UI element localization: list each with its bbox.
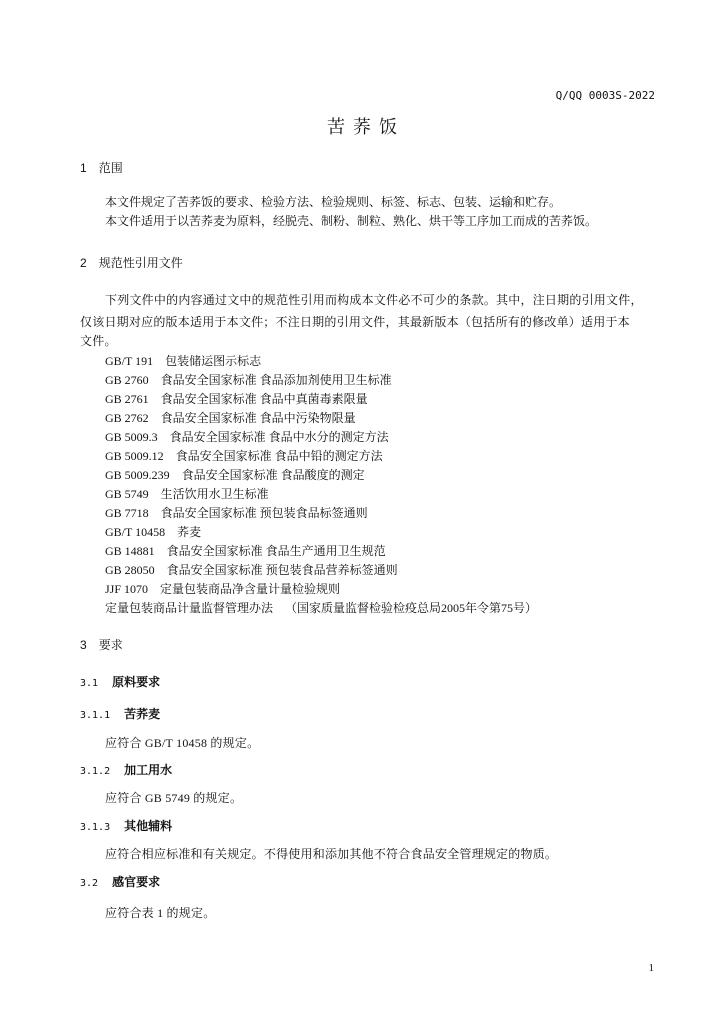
subsection-heading — [80, 762, 172, 780]
reference-code: GB 2761 — [105, 392, 149, 406]
reference-item — [105, 371, 537, 390]
section-heading-requirements — [80, 637, 123, 653]
reference-name: 荞麦 — [177, 525, 202, 539]
reference-name: 食品安全国家标准 食品中真菌毒素限量 — [160, 392, 368, 406]
subsection-number: 3.2 — [80, 878, 99, 889]
subsection-heading — [80, 818, 172, 836]
reference-name: 定量包装商品净含量计量检验规则 — [160, 582, 341, 596]
reference-list — [105, 352, 537, 618]
scope-paragraph: 本文件规定了苦荞饭的要求、检验方法、检验规则、标签、标志、包装、运输和贮存。 — [105, 195, 562, 209]
reference-name: 食品安全国家标准 食品生产通用卫生规范 — [166, 544, 386, 558]
subsection-title: 原料要求 — [112, 675, 161, 689]
reference-item — [105, 580, 537, 599]
reference-code: GB/T 191 — [105, 354, 154, 368]
requirement-text: 应符合表 1 的规定。 — [105, 906, 216, 920]
section-title: 范围 — [98, 161, 123, 175]
reference-name: 食品安全国家标准 食品添加剂使用卫生标准 — [160, 373, 392, 387]
reference-code: GB 5009.3 — [105, 430, 158, 444]
reference-item — [105, 561, 537, 580]
requirement-text: 应符合 GB/T 10458 的规定。 — [105, 736, 260, 750]
subsection-heading — [80, 706, 160, 724]
reference-item — [105, 523, 537, 542]
reference-code: GB 5009.239 — [105, 468, 170, 482]
section-number: 1 — [80, 161, 87, 175]
reference-name: 食品安全国家标准 预包装食品营养标签通则 — [166, 563, 398, 577]
reference-code: GB 2762 — [105, 411, 149, 425]
reference-item — [105, 352, 537, 371]
requirement-text: 应符合 GB 5749 的规定。 — [105, 791, 243, 805]
reference-name: 食品安全国家标准 食品中污染物限量 — [160, 411, 356, 425]
section-title: 要求 — [98, 638, 123, 652]
reference-name: 食品安全国家标准 食品酸度的测定 — [181, 468, 365, 482]
reference-code: GB 2760 — [105, 373, 149, 387]
reference-item — [105, 466, 537, 485]
subsection-number: 3.1.3 — [80, 822, 111, 833]
reference-code: GB 5749 — [105, 487, 149, 501]
regulation-note: （国家质量监督检验检疫总局2005年令第75号） — [285, 601, 538, 615]
page-number: 1 — [648, 962, 654, 974]
references-intro-line: 下列文件中的内容通过文中的规范性引用而构成本文件必不可少的条款。其中，注日期的引用文件， — [105, 293, 643, 307]
reference-name: 食品安全国家标准 预包装食品标签通则 — [160, 506, 368, 520]
reference-code: GB 28050 — [105, 563, 155, 577]
reference-item — [105, 504, 537, 523]
section-number: 2 — [80, 256, 87, 270]
document-code: Q/QQ 0003S-2022 — [555, 89, 655, 102]
subsection-title: 苦荞麦 — [124, 707, 161, 721]
scope-paragraphs — [105, 193, 597, 231]
section-heading-normative-references — [80, 255, 183, 271]
reference-item — [105, 447, 537, 466]
document-title: 苦荞饭 — [327, 117, 405, 137]
reference-name: 食品安全国家标准 食品中铅的测定方法 — [175, 449, 383, 463]
reference-item-regulation — [105, 599, 537, 618]
reference-item — [105, 428, 537, 447]
reference-code: GB 14881 — [105, 544, 155, 558]
reference-code: GB/T 10458 — [105, 525, 166, 539]
subsection-title: 其他辅料 — [124, 819, 173, 833]
subsection-number: 3.1 — [80, 678, 99, 689]
section-number: 3 — [80, 638, 87, 652]
subsection-heading — [80, 674, 160, 692]
reference-name: 生活饮用水卫生标准 — [160, 487, 269, 501]
references-intro-line: 文件。 — [80, 334, 117, 348]
reference-code: GB 7718 — [105, 506, 149, 520]
references-intro-line: 仅该日期对应的版本适用于本文件；不注日期的引用文件，其最新版本（包括所有的修改单）适用于本 — [80, 315, 630, 329]
section-heading-scope — [80, 160, 123, 176]
reference-item — [105, 409, 537, 428]
regulation-name: 定量包装商品计量监督管理办法 — [105, 601, 274, 615]
reference-item — [105, 485, 537, 504]
reference-code: GB 5009.12 — [105, 449, 164, 463]
requirement-text: 应符合相应标准和有关规定。不得使用和添加其他不符合食品安全管理规定的物质。 — [105, 847, 558, 861]
subsection-title: 感官要求 — [112, 875, 161, 889]
subsection-number: 3.1.1 — [80, 710, 111, 721]
subsection-heading — [80, 874, 160, 892]
reference-name: 食品安全国家标准 食品中水分的测定方法 — [169, 430, 389, 444]
reference-name: 包装储运图示标志 — [165, 354, 262, 368]
reference-code: JJF 1070 — [105, 582, 149, 596]
section-title: 规范性引用文件 — [98, 256, 183, 270]
reference-item — [105, 542, 537, 561]
scope-paragraph: 本文件适用于以苦荞麦为原料，经脱壳、制粉、制粒、熟化、烘干等工序加工而成的苦荞饭。 — [105, 214, 598, 228]
subsection-title: 加工用水 — [124, 763, 173, 777]
reference-item — [105, 390, 537, 409]
subsection-number: 3.1.2 — [80, 766, 111, 777]
